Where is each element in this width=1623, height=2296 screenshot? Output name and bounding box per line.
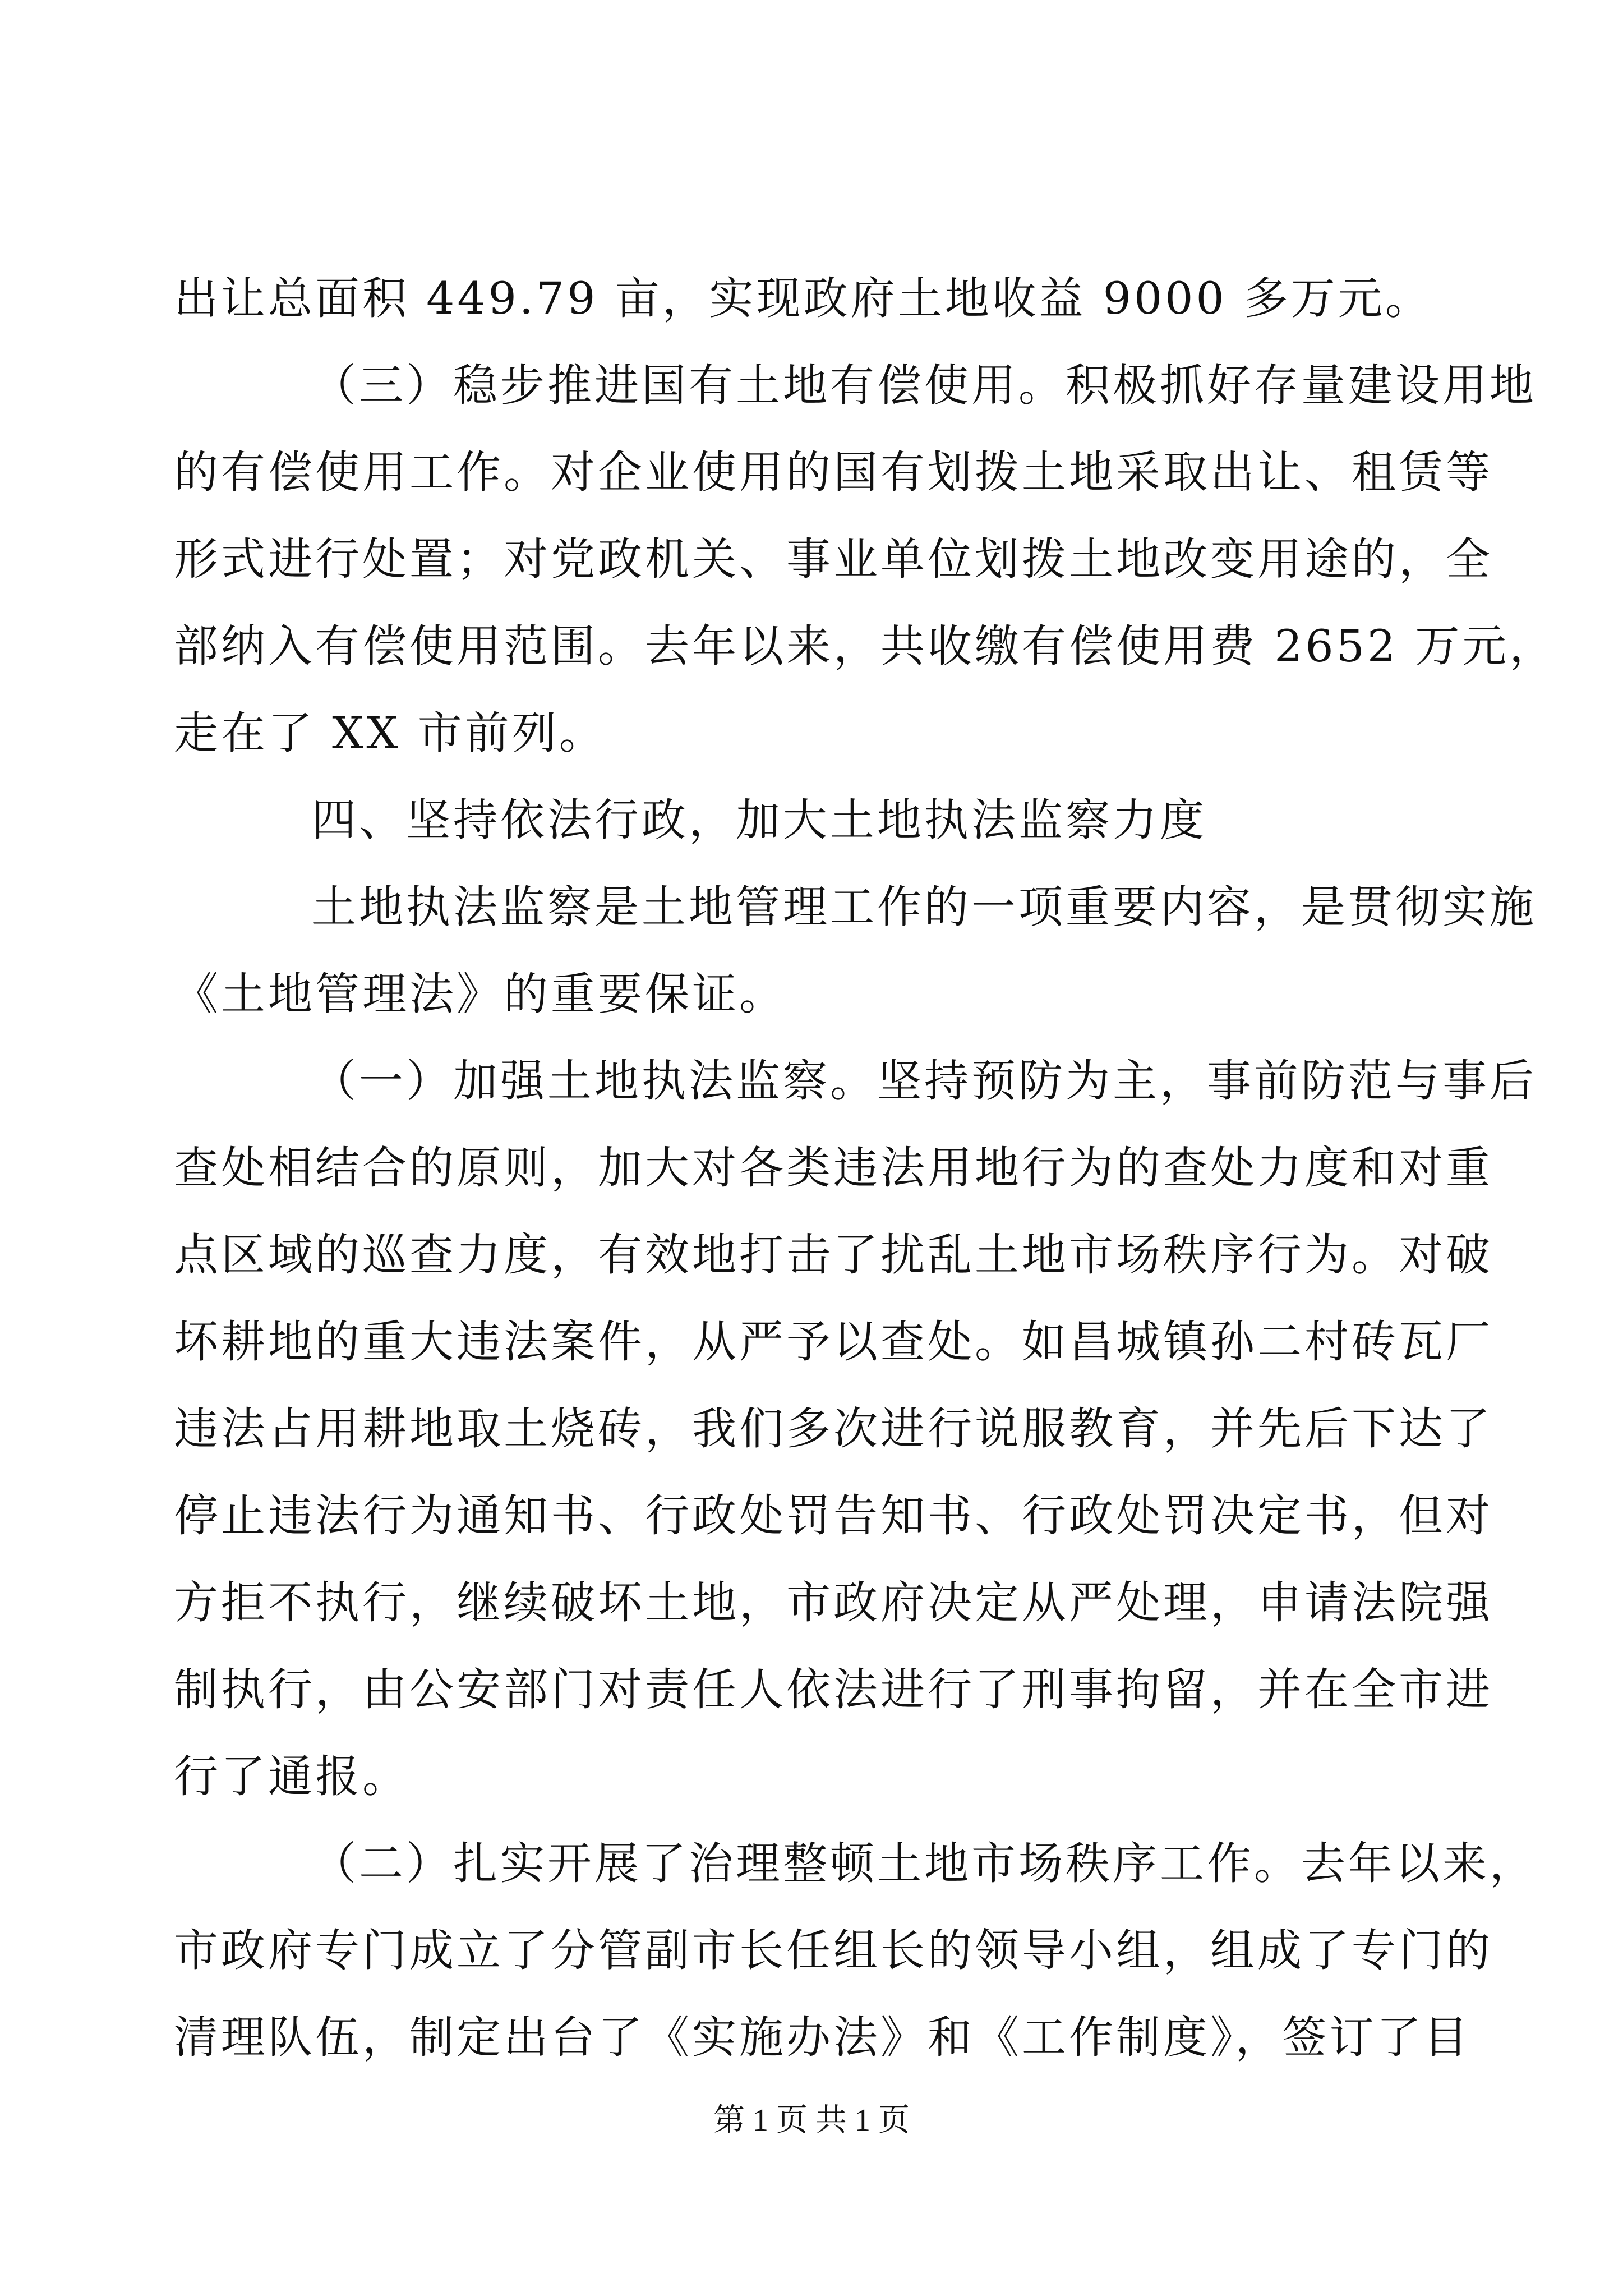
paragraph-start-line: 土地执法监察是土地管理工作的一项重要内容，是贯彻实施 bbox=[312, 881, 1537, 933]
body-line: 点区域的巡查力度，有效地打击了扰乱土地市场秩序行为。对破 bbox=[174, 1229, 1493, 1281]
body-line: 坏耕地的重大违法案件，从严予以查处。如昌城镇孙二村砖瓦厂 bbox=[174, 1316, 1493, 1368]
document-body bbox=[174, 255, 1557, 2081]
body-line: 《土地管理法》的重要保证。 bbox=[174, 968, 786, 1020]
page-number-footer: 第 1 页 共 1 页 bbox=[713, 2103, 910, 2138]
body-line: 制执行，由公安部门对责任人依法进行了刑事拘留，并在全市进 bbox=[174, 1664, 1493, 1715]
body-line: 方拒不执行，继续破坏土地，市政府决定从严处理，申请法院强 bbox=[174, 1577, 1493, 1628]
body-line: 部纳入有偿使用范围。去年以来，共收缴有偿使用费 2652 万元， bbox=[174, 620, 1557, 672]
paragraph-start-line: （三）稳步推进国有土地有偿使用。积极抓好存量建设用地 bbox=[312, 360, 1537, 411]
body-line: 走在了 XX 市前列。 bbox=[174, 707, 606, 759]
body-line: 违法占用耕地取土烧砖，我们多次进行说服教育，并先后下达了 bbox=[174, 1403, 1493, 1455]
body-line: 清理队伍，制定出台了《实施办法》和《工作制度》，签订了目 bbox=[174, 2012, 1471, 2063]
body-line: 市政府专门成立了分管副市长任组长的领导小组，组成了专门的 bbox=[174, 1925, 1493, 1976]
body-line: 形式进行处置；对党政机关、事业单位划拨土地改变用途的，全 bbox=[174, 533, 1493, 585]
body-line: 的有偿使用工作。对企业使用的国有划拨土地采取出让、租赁等 bbox=[174, 447, 1493, 498]
body-line: 出让总面积 449.79 亩，实现政府土地收益 9000 多万元。 bbox=[174, 273, 1432, 324]
body-line: 查处相结合的原则，加大对各类违法用地行为的查处力度和对重 bbox=[174, 1142, 1493, 1194]
body-line: 行了通报。 bbox=[174, 1751, 409, 1802]
section-heading: 四、坚持依法行政，加大土地执法监察力度 bbox=[312, 794, 1207, 846]
paragraph-start-line: （二）扎实开展了治理整顿土地市场秩序工作。去年以来， bbox=[312, 1838, 1537, 1889]
paragraph-start-line: （一）加强土地执法监察。坚持预防为主，事前防范与事后 bbox=[312, 1055, 1537, 1107]
body-line: 停止违法行为通知书、行政处罚告知书、行政处罚决定书，但对 bbox=[174, 1490, 1493, 1542]
